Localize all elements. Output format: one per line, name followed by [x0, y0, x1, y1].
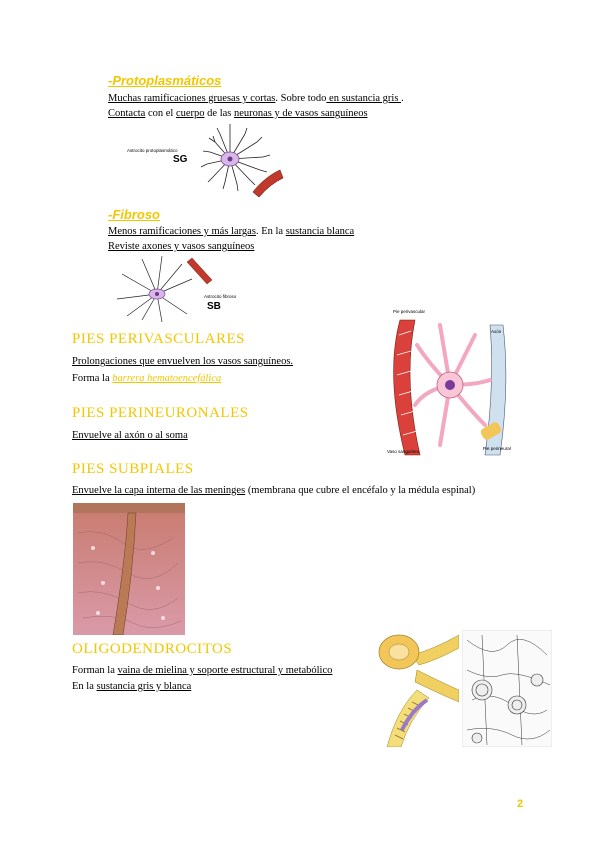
pies-perineuronales-title: PIES PERINEURONALES: [72, 405, 249, 421]
oligodendrocyte-drawing-figure: [462, 630, 552, 747]
text-run: Contacta: [108, 108, 146, 119]
axon-label: Axón: [491, 329, 502, 334]
astrocyte-feet-figure: [385, 305, 515, 460]
text-run: Envuelve la capa interna de las meninges: [72, 485, 246, 496]
text-run: sustancia blanca: [285, 226, 355, 237]
text-run: Menos ramificaciones y más largas: [108, 226, 256, 237]
perivascular-foot-label: Pie perivascular: [393, 309, 426, 314]
oligodendrocitos-title: OLIGODENDROCITOS: [72, 641, 233, 657]
page-number: 2: [517, 798, 524, 810]
text-run: . En la: [255, 226, 286, 237]
protoplasmic-figure-label: Astrocito protoplasmático: [127, 148, 178, 153]
pies-perineuronales-line-1: [72, 430, 188, 441]
text-run: Prolongaciones que envuelven los vasos sanguíneos.: [72, 356, 294, 367]
text-run: Reviste axones y vasos sanguíneos: [108, 241, 255, 252]
text-run: En la: [72, 681, 97, 692]
pies-subpiales-title: PIES SUBPIALES: [72, 461, 194, 477]
blood-vessel-label: Vaso sanguíneo: [387, 449, 420, 454]
text-run: de las: [204, 108, 234, 119]
protoplasmic-figure-tag: SG: [173, 154, 188, 165]
fibrous-figure-tag: SB: [207, 301, 221, 312]
fibroso-title: -Fibroso: [108, 207, 160, 222]
protoplasmic-astrocyte-figure: [125, 122, 285, 197]
text-run: barrera hematoencefálica: [112, 373, 222, 384]
text-run: sustancia gris y blanca: [96, 681, 192, 692]
text-run: vaina de mielina y soporte estructural y metabólico: [117, 665, 333, 676]
text-run: . Sobre todo: [275, 93, 327, 104]
oligodendrocyte-figure: [377, 630, 459, 747]
protoplasmaticos-title: -Protoplasmáticos: [108, 73, 222, 88]
text-run: Envuelve al axón o al soma: [72, 430, 188, 441]
fibrous-astrocyte-figure: [112, 254, 262, 324]
text-run: Forma la: [72, 373, 113, 384]
perineural-foot-label: Pie perineural: [483, 446, 511, 451]
pies-perivasculares-title: PIES PERIVASCULARES: [72, 331, 246, 347]
text-run: neuronas y de vasos sanguíneos: [233, 108, 368, 119]
pies-perivasculares-line-1: [72, 356, 293, 367]
text-run: en sustancia gris: [326, 93, 402, 104]
oligodendrocitos-line-1: [72, 665, 332, 676]
text-run: Forman la: [72, 665, 118, 676]
protoplasmaticos-line-1: [108, 93, 404, 104]
text-run: (membrana que cubre el encéfalo y la médula espinal): [245, 485, 476, 496]
text-run: cuerpo: [175, 108, 205, 119]
fibroso-line-2: [108, 241, 254, 252]
fibrous-figure-label: Astrocito fibroso: [204, 294, 237, 299]
pies-subpiales-line-1: [72, 485, 475, 496]
protoplasmaticos-line-2: [108, 108, 368, 119]
meninges-tissue-figure: [73, 503, 185, 635]
pies-perivasculares-line-2: [72, 373, 221, 384]
fibroso-line-1: [108, 226, 354, 237]
text-run: Muchas ramificaciones gruesas y cortas: [108, 93, 276, 104]
text-run: con el: [145, 108, 176, 119]
oligodendrocitos-line-2: [72, 681, 191, 692]
text-run: .: [401, 93, 404, 104]
